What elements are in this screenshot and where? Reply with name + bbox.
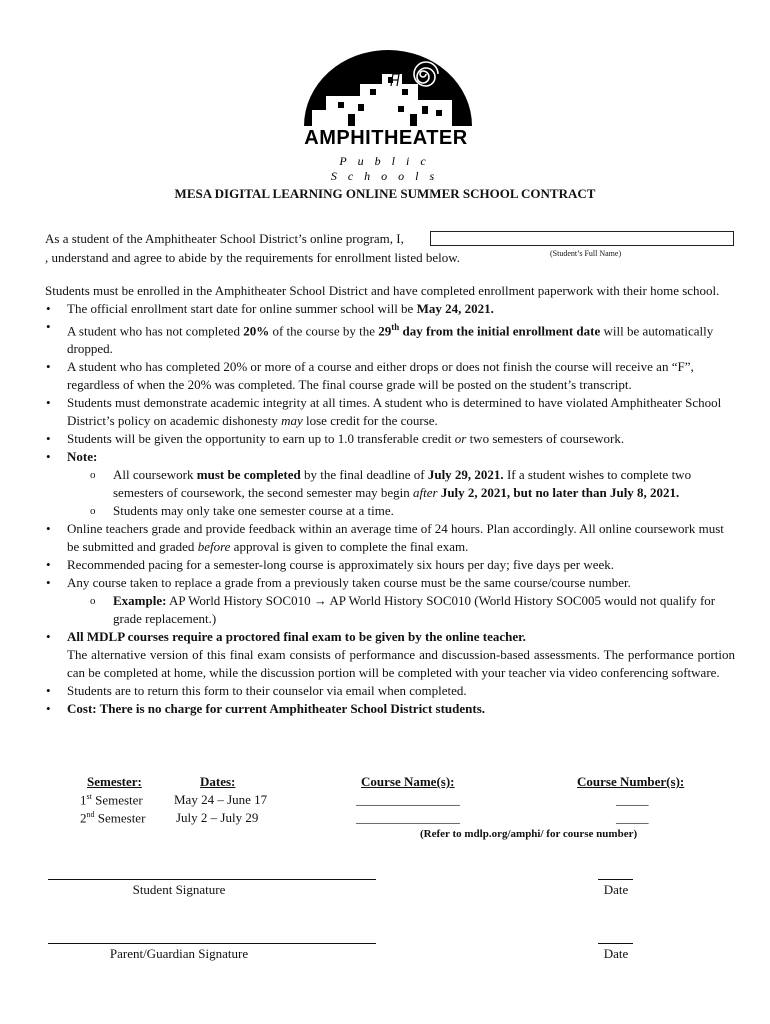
amphitheater-logo-icon: [290, 44, 486, 170]
list-item: • Cost: There is no charge for current Amphitheater School District students.: [45, 700, 735, 718]
student-full-name-field[interactable]: [430, 231, 734, 246]
student-name-caption: (Student’s Full Name): [550, 249, 622, 258]
semester-1-dates: May 24 – June 17: [174, 792, 268, 807]
semester-1-course-name-field[interactable]: ________________: [356, 792, 460, 807]
date-label-2: Date: [603, 946, 629, 961]
course-number-reference-note: (Refer to mdlp.org/amphi/ for course number): [420, 828, 638, 840]
list-item: o Example: AP World History SOC010 → AP World History SOC010 (World History SOC005 would not qualify for grade replacement.): [67, 592, 735, 628]
dates-header: Dates:: [200, 774, 236, 789]
list-item: • A student who has completed 20% or more of a course and either drops or does not finish the course will receive an “F”, regardless of when the 20% was completed. The final course grade will be posted on the student’s transcript.: [45, 358, 735, 394]
list-item: • Any course taken to replace a grade from a previously taken course must be the same course/course number. o Example: AP World History SOC010 → AP World History SOC010 (World History SOC005 would not qualify for grade replacement.): [45, 574, 735, 628]
document-title: MESA DIGITAL LEARNING ONLINE SUMMER SCHOOL CONTRACT: [174, 186, 596, 201]
date-line-1[interactable]: [598, 879, 633, 880]
contract-body: [45, 282, 735, 718]
enrollment-paragraph: Students must be enrolled in the Amphitheater School District and have completed enrollment paperwork with their home school.: [45, 283, 720, 298]
semester-1-course-number-field[interactable]: _____: [616, 792, 649, 807]
list-item: • Online teachers grade and provide feedback within an average time of 24 hours. Plan accordingly. All online coursework must be submitted and graded before approval is given to complete the final exam.: [45, 520, 735, 556]
parent-signature-line[interactable]: [48, 943, 376, 944]
list-item: • Note: o All coursework must be completed by the final deadline of July 29, 2021. If a student wishes to complete two semesters of coursework, the second semester may begin after July 2, 2021, but no later than July 8, 2021. o Students may only take one semester course at a time.: [45, 448, 735, 520]
logo-subtitle: Public Schools: [330, 154, 446, 183]
student-signature-line[interactable]: [48, 879, 376, 880]
note-sublist: [67, 466, 735, 520]
logo-wordmark: AMPHITHEATER: [304, 127, 468, 149]
course-name-header: Course Name(s):: [361, 774, 455, 789]
intro-line-1: As a student of the Amphitheater School District’s online program, I,: [45, 231, 404, 246]
student-signature-label: Student Signature: [132, 882, 226, 897]
example-sublist: [67, 592, 735, 628]
semester-1-label: 1st Semester: [80, 792, 143, 808]
semester-2-course-name-field[interactable]: ________________: [356, 810, 460, 825]
list-item: • Students will be given the opportunity to earn up to 1.0 transferable credit or two semesters of coursework.: [45, 430, 735, 448]
list-item: • Recommended pacing for a semester-long course is approximately six hours per day; five days per week.: [45, 556, 735, 574]
list-item: • All MDLP courses require a proctored final exam to be given by the online teacher. The alternative version of this final exam consists of performance and discussion-based assessments. The performance portion can be completed at home, while the discussion portion will be completed with your teacher via video conferencing software.: [45, 628, 735, 682]
intro-line-2: , understand and agree to abide by the requirements for enrollment listed below.: [45, 250, 461, 265]
list-item: • Students are to return this form to their counselor via email when completed.: [45, 682, 735, 700]
semester-2-course-number-field[interactable]: _____: [616, 810, 649, 825]
list-item: • Students must demonstrate academic integrity at all times. A student who is determined to have violated Amphitheater School District’s policy on academic dishonesty may lose credit for the course.: [45, 394, 735, 430]
course-number-header: Course Number(s):: [577, 774, 685, 789]
date-label-1: Date: [603, 882, 629, 897]
date-line-2[interactable]: [598, 943, 633, 944]
semester-2-label: 2nd Semester: [80, 810, 146, 826]
parent-signature-label: Parent/Guardian Signature: [109, 946, 249, 961]
requirements-list: [45, 300, 735, 718]
list-item: • The official enrollment start date for online summer school will be May 24, 2021.: [45, 300, 735, 318]
list-item: o Students may only take one semester course at a time.: [67, 502, 735, 520]
semester-2-dates: July 2 – July 29: [176, 810, 259, 825]
semester-header: Semester:: [87, 774, 142, 789]
list-item: o All coursework must be completed by the final deadline of July 29, 2021. If a student wishes to complete two semesters of coursework, the second semester may begin after July 2, 2021, but no later than July 8, 2021.: [67, 466, 735, 502]
list-item: • A student who has not completed 20% of the course by the 29th day from the initial enrollment date will be automatically dropped.: [45, 318, 735, 358]
